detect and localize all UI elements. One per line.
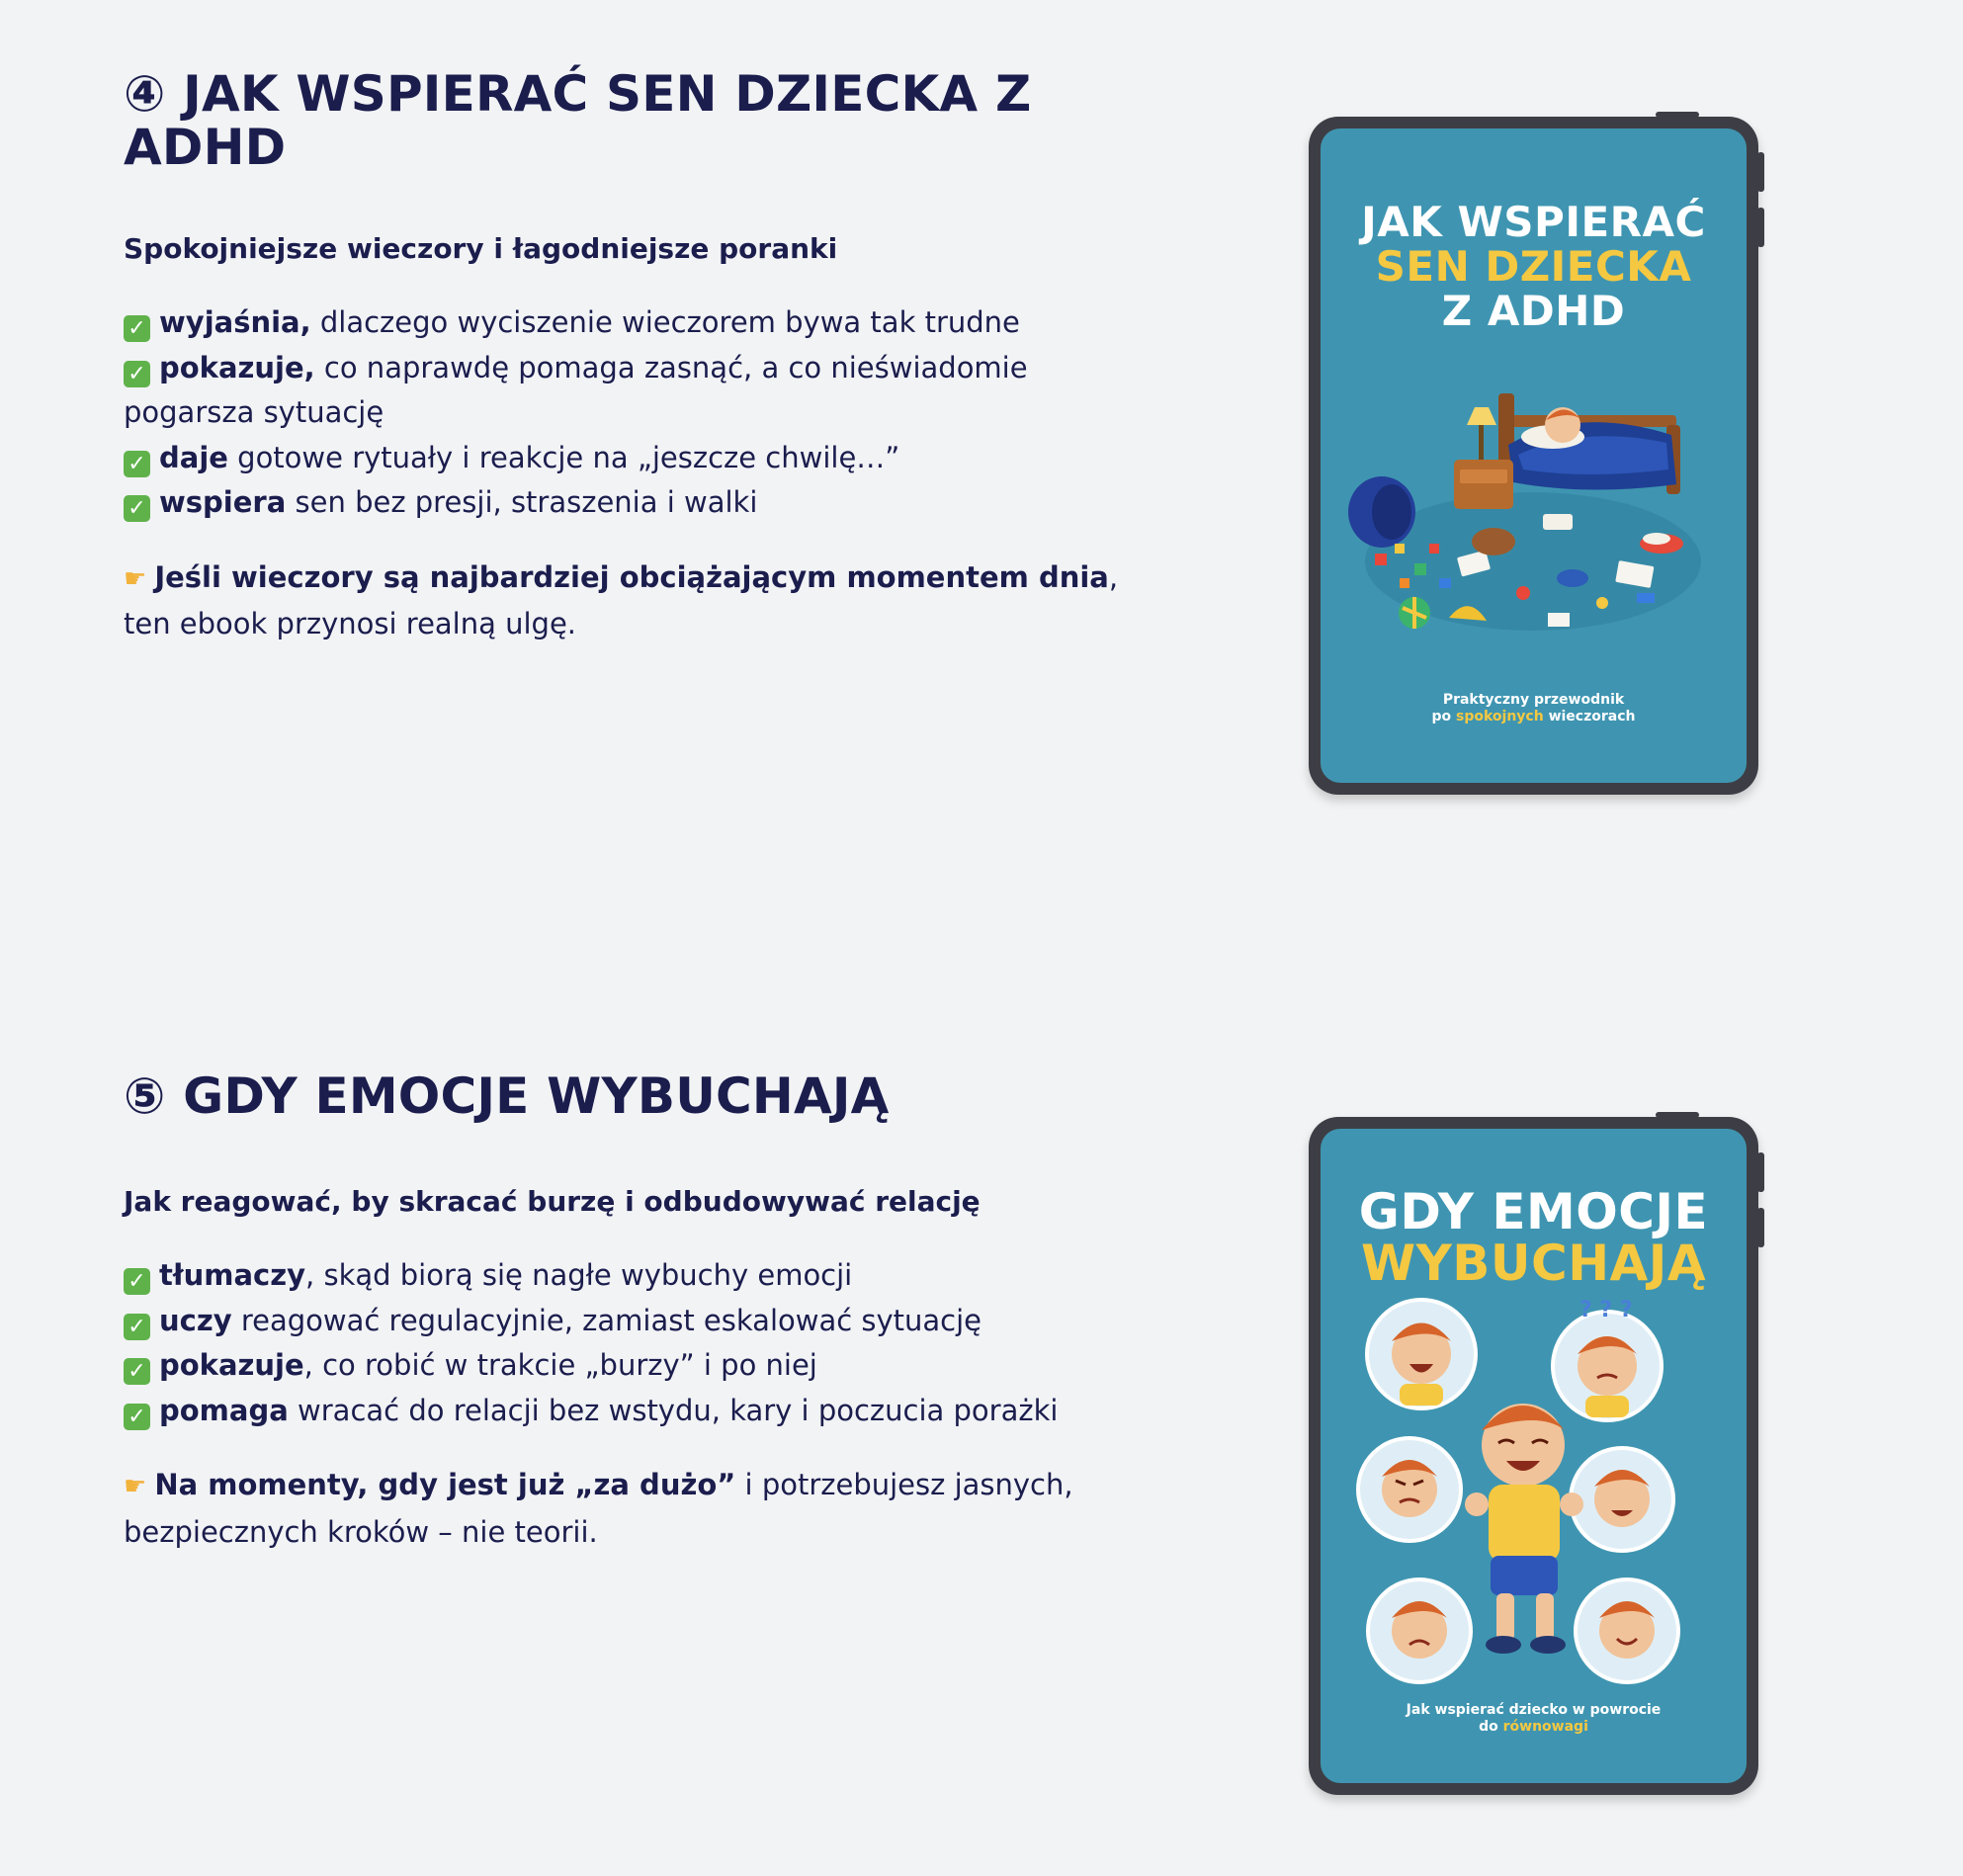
check-mark-icon: ✓ <box>124 1404 150 1430</box>
list-item <box>124 1299 1122 1344</box>
cover-title <box>1321 200 1747 333</box>
bullet-text: sen bez presji, straszenia i walki <box>286 485 758 519</box>
bullet-bold: pokazuje <box>159 1348 304 1382</box>
ebook-section-emotions <box>0 998 1963 1868</box>
ebook-cover <box>1321 1129 1747 1783</box>
bullet-text: , skąd biorą się nagłe wybuchy emocji <box>305 1258 853 1292</box>
section-text <box>124 67 1122 647</box>
ebook-cover-tablet <box>1309 1117 1758 1795</box>
note-bold: Na momenty, gdy jest już „za dużo” <box>154 1468 736 1501</box>
check-mark-icon: ✓ <box>124 1314 150 1340</box>
cover-sub-text: do <box>1479 1719 1503 1735</box>
cover-title-line: WYBUCHAJĄ <box>1360 1235 1707 1292</box>
check-mark-icon: ✓ <box>124 361 150 387</box>
cover-subtitle-line <box>1321 709 1747 725</box>
list-item <box>124 1253 1122 1299</box>
cover-subtitle-line <box>1321 1719 1747 1736</box>
bullet-text: co naprawdę pomaga zasnąć, a co nieświadomie pogarsza sytuację <box>124 350 1028 429</box>
svg-text:? ? ?: ? ? ? <box>1579 1298 1633 1322</box>
cover-title-line: GDY EMOCJE <box>1358 1183 1709 1240</box>
section-text <box>124 1069 1122 1555</box>
list-item <box>124 300 1122 346</box>
feature-list <box>124 300 1122 526</box>
note-text: i potrzebujesz jasnych, bezpiecznych kroków – nie teorii. <box>124 1468 1073 1549</box>
section-subtitle: Jak reagować, by skracać burzę i odbudowywać relację <box>124 1185 981 1218</box>
section-note <box>124 1463 1122 1555</box>
ebook-cover <box>1321 128 1747 783</box>
bullet-text: wracać do relacji bez wstydu, kary i poczucia porażki <box>288 1393 1059 1427</box>
pointing-hand-icon: ☛ <box>124 1472 147 1501</box>
cover-sub-text: po <box>1431 709 1457 725</box>
list-item <box>124 480 1122 526</box>
pointing-hand-icon: ☛ <box>124 563 147 594</box>
bullet-bold: uczy <box>159 1303 232 1337</box>
cover-title-line: JAK WSPIERAĆ <box>1361 198 1706 246</box>
list-item <box>124 436 1122 481</box>
cover-title-line: SEN DZIECKA <box>1375 242 1692 291</box>
list-item <box>124 346 1122 436</box>
bullet-bold: wspiera <box>159 485 287 519</box>
cover-sub-text: wieczorach <box>1543 709 1636 725</box>
bullet-text: , co robić w trakcie „burzy” i po niej <box>303 1348 817 1382</box>
check-mark-icon: ✓ <box>124 1358 150 1385</box>
cover-title-line: Z ADHD <box>1441 287 1626 335</box>
bullet-text: reagować regulacyjnie, zamiast eskalować sytuację <box>231 1303 982 1337</box>
cover-subtitle <box>1321 692 1747 725</box>
section-heading: ⑤ GDY EMOCJE WYBUCHAJĄ <box>124 1067 890 1125</box>
cover-title <box>1321 1183 1747 1292</box>
check-mark-icon: ✓ <box>124 451 150 477</box>
check-mark-icon: ✓ <box>124 495 150 522</box>
section-note <box>124 555 1122 647</box>
bullet-bold: wyjaśnia, <box>159 305 311 339</box>
ebook-cover-tablet <box>1309 117 1758 795</box>
cover-subtitle-line: Praktyczny przewodnik <box>1442 692 1625 708</box>
note-text: , ten ebook przynosi realną ulgę. <box>124 559 1119 640</box>
section-heading: ④ JAK WSPIERAĆ SEN DZIECKA Z ADHD <box>124 65 1032 176</box>
check-mark-icon: ✓ <box>124 1268 150 1295</box>
note-bold: Jeśli wieczory są najbardziej obciążającym momentem dnia <box>154 559 1109 594</box>
section-subtitle: Spokojniejsze wieczory i łagodniejsze poranki <box>124 232 838 265</box>
bullet-bold: pomaga <box>159 1393 289 1427</box>
bullet-text: dlaczego wyciszenie wieczorem bywa tak trudne <box>310 305 1020 339</box>
bullet-bold: tłumaczy <box>159 1258 306 1292</box>
list-item <box>124 1343 1122 1389</box>
check-mark-icon: ✓ <box>124 315 150 342</box>
cover-sub-highlight: spokojnych <box>1456 709 1544 725</box>
cover-subtitle-line: Jak wspierać dziecko w powrocie <box>1406 1702 1662 1718</box>
cover-subtitle <box>1321 1702 1747 1736</box>
bullet-bold: pokazuje, <box>159 350 315 384</box>
bullet-text: gotowe rytuały i reakcje na „jeszcze chwilę…” <box>227 440 900 474</box>
list-item <box>124 1389 1122 1434</box>
cover-sub-highlight: równowagi <box>1502 1719 1588 1735</box>
feature-list <box>124 1253 1122 1433</box>
bullet-bold: daje <box>159 440 228 474</box>
